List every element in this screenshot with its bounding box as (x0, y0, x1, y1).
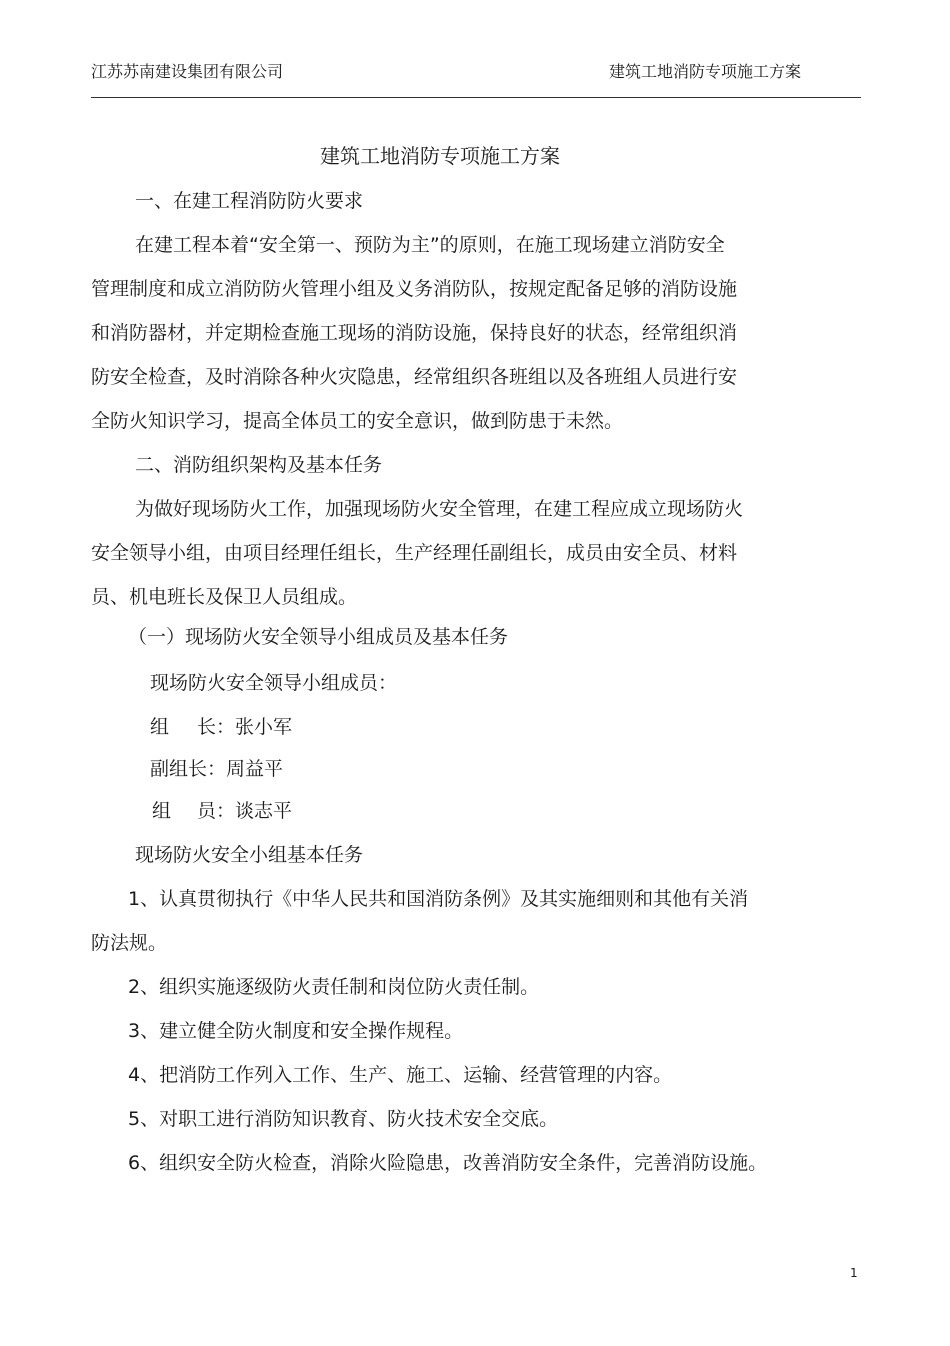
header-doc-title: 建筑工地消防专项施工方案 (609, 62, 802, 81)
member-deputy: 副组长：周益平 (150, 758, 284, 780)
section-1-heading: 一、在建工程消防防火要求 (135, 190, 364, 212)
section-1-line: 防安全检查，及时消除各种火灾隐患，经常组织各班组以及各班组人员进行安 (91, 366, 738, 388)
section-1-line: 管理制度和成立消防防火管理小组及义务消防队，按规定配备足够的消防设施 (91, 278, 738, 300)
member-member (152, 799, 292, 823)
section-2-heading: 二、消防组织架构及基本任务 (135, 454, 383, 476)
tasks-heading: 现场防火安全小组基本任务 (135, 844, 364, 866)
section-2-line: 为做好现场防火工作，加强现场防火安全管理，在建工程应成立现场防火 (135, 498, 744, 520)
members-label: 现场防火安全领导小组成员： (150, 672, 398, 694)
task-item: 5、对职工进行消防知识教育、防火技术安全交底。 (128, 1108, 559, 1130)
task-item: 3、建立健全防火制度和安全操作规程。 (128, 1020, 464, 1042)
page-title: 建筑工地消防专项施工方案 (320, 144, 560, 168)
task-item: 2、组织实施逐级防火责任制和岗位防火责任制。 (128, 976, 540, 998)
task-item: 1、认真贯彻执行《中华人民共和国消防条例》及其实施细则和其他有关消 (128, 888, 749, 910)
member-leader-part-a: 组 (150, 716, 170, 738)
header-company: 江苏苏南建设集团有限公司 (91, 62, 284, 81)
section-1-line: 在建工程本着“安全第一、预防为主”的原则，在施工现场建立消防安全 (135, 234, 725, 256)
member-member-part-a: 组 (152, 800, 172, 822)
task-item: 6、组织安全防火检查，消除火险隐患，改善消防安全条件，完善消防设施。 (128, 1152, 768, 1174)
task-item-continued: 防法规。 (91, 932, 168, 954)
page-number: 1 (850, 1266, 858, 1280)
header-rule (91, 97, 861, 98)
member-leader-part-b: 长：张小军 (197, 716, 293, 738)
sub-heading: （一）现场防火安全领导小组成员及基本任务 (128, 626, 509, 648)
member-member-part-b: 员：谈志平 (197, 800, 293, 822)
member-leader (150, 715, 292, 739)
task-item: 4、把消防工作列入工作、生产、施工、运输、经营管理的内容。 (128, 1064, 673, 1086)
section-2-line: 员、机电班长及保卫人员组成。 (91, 586, 358, 608)
section-1-line: 和消防器材，并定期检查施工现场的消防设施，保持良好的状态，经常组织消 (91, 322, 738, 344)
section-1-line: 全防火知识学习，提高全体员工的安全意识，做到防患于未然。 (91, 410, 624, 432)
section-2-line: 安全领导小组，由项目经理任组长，生产经理任副组长，成员由安全员、材料 (91, 542, 738, 564)
